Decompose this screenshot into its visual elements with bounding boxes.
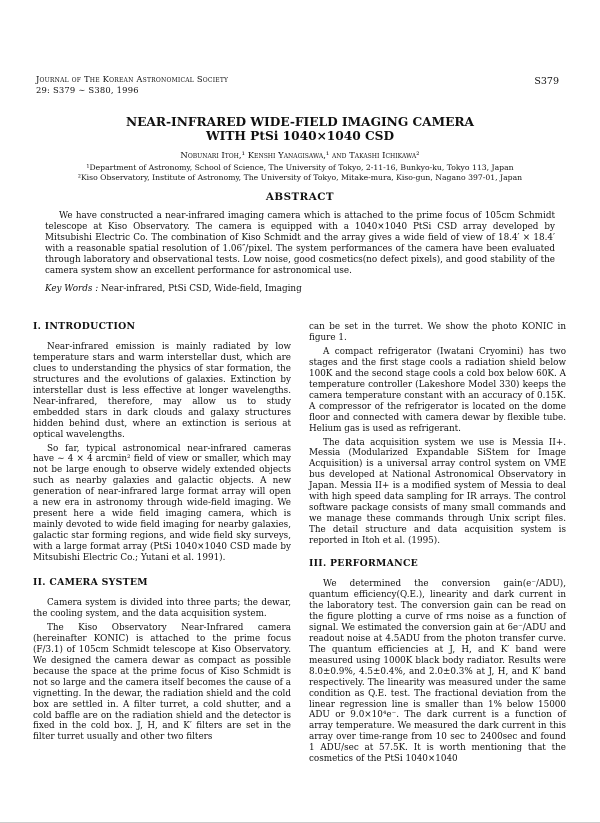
affiliation-2: ²Kiso Observatory, Institute of Astronomy, The University of Tokyo, Mitake-mura, Kiso-gun, Nagano 397-01, Japan [77, 173, 523, 182]
author-list: Nobunari Itoh,¹ Kenshi Yanagisawa,¹ and Takashi Ichikawa² [180, 151, 420, 161]
paper-title [60, 115, 540, 143]
left-column [33, 322, 291, 743]
right-column [309, 322, 566, 765]
journal-name: Journal of The Korean Astronomical Society [36, 74, 229, 84]
abstract-heading: ABSTRACT [265, 191, 335, 203]
citation: 29: S379 ∼ S380, 1996 [36, 85, 139, 95]
paragraph: The Kiso Observatory Near-Infrared camera (hereinafter KONIC) is attached to the prime focus (F/3.1) of 105cm Schmidt telescope at Kiso Observatory. We designed the camera dewar as compact as possible because the space at the prime focus of Kiso Schmidt is not so large and the camera itself becomes the cause of a vignetting. In the dewar, the radiation shield and the cold box are settled in. A filter turret, a cold shutter, and a cold baffle are on the radiation shield and the detector is fixed in the cold box. J, H, and K′ filters are set in the filter turret usually and other two filters [33, 622, 291, 743]
keywords-label: Key Words : [45, 284, 99, 294]
keywords-list: Near-infrared, PtSi CSD, Wide-field, Imaging [100, 284, 302, 294]
paragraph: A compact refrigerator (Iwatani Cryomini) has two stages and the first stage cools a radiation shield below 100K and the second stage cools a cold box below 60K. A temperature controller (Lakeshore Model 330) keeps the camera temperature constant with an accuracy of 0.15K. A compressor of the refrigerator is located on the dome floor and connected with camera dewar by flexible tube. Helium gas is used as refrigerant. [309, 346, 566, 434]
title-line-1: NEAR-INFRARED WIDE-FIELD IMAGING CAMERA [125, 115, 474, 129]
paragraph: Camera system is divided into three parts; the dewar, the cooling system, and the data acquisition system. [33, 597, 291, 619]
paragraph: So far, typical astronomical near-infrared cameras have ∼ 4 × 4 arcmin² field of view or smaller, which may not be large enough to observe widely extended objects such as nearby galaxies and galactic objects. A new generation of near-infrared large format array will open a new era in astronomy through wide-field imaging. We present here a wide field imaging camera, which is mainly devoted to wide field imaging for nearby galaxies, galactic star forming regions, and wide field sky surveys, with a large format array (PtSi 1040×1040 CSD made by Mitsubishi Electric Co.; Yutani et al. 1991). [33, 443, 291, 564]
section-heading-introduction: I. INTRODUCTION [33, 321, 136, 332]
affiliation-1: ¹Department of Astronomy, School of Science, The University of Tokyo, 2-11-16, Bunkyo-ku, Tokyo 113, Japan [86, 163, 514, 172]
section-heading-camera-system: II. CAMERA SYSTEM [33, 577, 148, 589]
abstract-text: We have constructed a near-infrared imaging camera which is attached to the prime focus of 105cm Schmidt telescope at Kiso Observatory. The camera is equipped with a 1040×1040 PtSi CSD array developed by Mitsubishi Electric Co. The combination of Kiso Schmidt and the array gives a wide field of view of 18.4′ × 18.4′ with a reasonable spatial resolution of 1.06″/pixel. The system performances of the camera have been evaluated through laboratory and observational tests. Low noise, good cosmetics(no defect pixels), and good stability of the camera system show an excellent performance for astronomical use. [45, 211, 555, 276]
keywords [45, 284, 555, 294]
paragraph: Near-infrared emission is mainly radiated by low temperature stars and warm interstellar dust, which are clues to understanding the physics of star formation, the structures and the evolutions of galaxies. Extinction by interstellar dust is less effective at longer wavelengths. Near-infrared, therefore, may allow us to study embedded stars in dark clouds and galaxy structures hidden behind dust, where an extinction is serious at optical wavelengths. [33, 341, 291, 440]
page-number: S379 [534, 76, 559, 87]
paragraph: The data acquisition system we use is Messia II+. Messia (Modularized Expandable SiStem for Image Acquisition) is a universal array control system on VME bus developed at National Astronomical Observatory in Japan. Messia II+ is a modified system of Messia to deal with high speed data sampling for IR arrays. The control software package consists of many small commands and we manage these commands through Unix script files. The detail structure and data acquisition system is reported in Itoh et al. (1995). [309, 437, 566, 547]
title-line-2: WITH PtSi 1040×1040 CSD [205, 129, 395, 143]
running-head [36, 74, 228, 96]
paragraph: can be set in the turret. We show the photo KONIC in figure 1. [309, 322, 566, 343]
paragraph: We determined the conversion gain(e⁻/ADU), quantum efficiency(Q.E.), linearity and dark current in the laboratory test. The conversion gain can be read on the figure plotting a curve of rms noise as a function of signal. We estimated the conversion gain at 6e⁻/ADU and readout noise at 4.5ADU from the photon transfer curve. The quantum efficiencies at J, H, and K′ band were measured using 1000K black body radiator. Results were 8.0±0.9%, 4.5±0.4%, and 2.0±0.3% at J, H, and K′ band respectively. The linearity was measured under the same condition as Q.E. test. The fractional deviation from the linear regression line is smaller than 1% below 15000 ADU or 9.0×10⁴e⁻. The dark current is a function of array temperature. We measured the dark current in this array over time-range from 10 sec to 2400sec and found 1 ADU/sec at 57.5K. It is worth mentioning that the cosmetics of the PtSi 1040×1040 [309, 579, 566, 765]
affiliations [40, 163, 560, 183]
section-heading-performance: III. PERFORMANCE [309, 558, 419, 570]
